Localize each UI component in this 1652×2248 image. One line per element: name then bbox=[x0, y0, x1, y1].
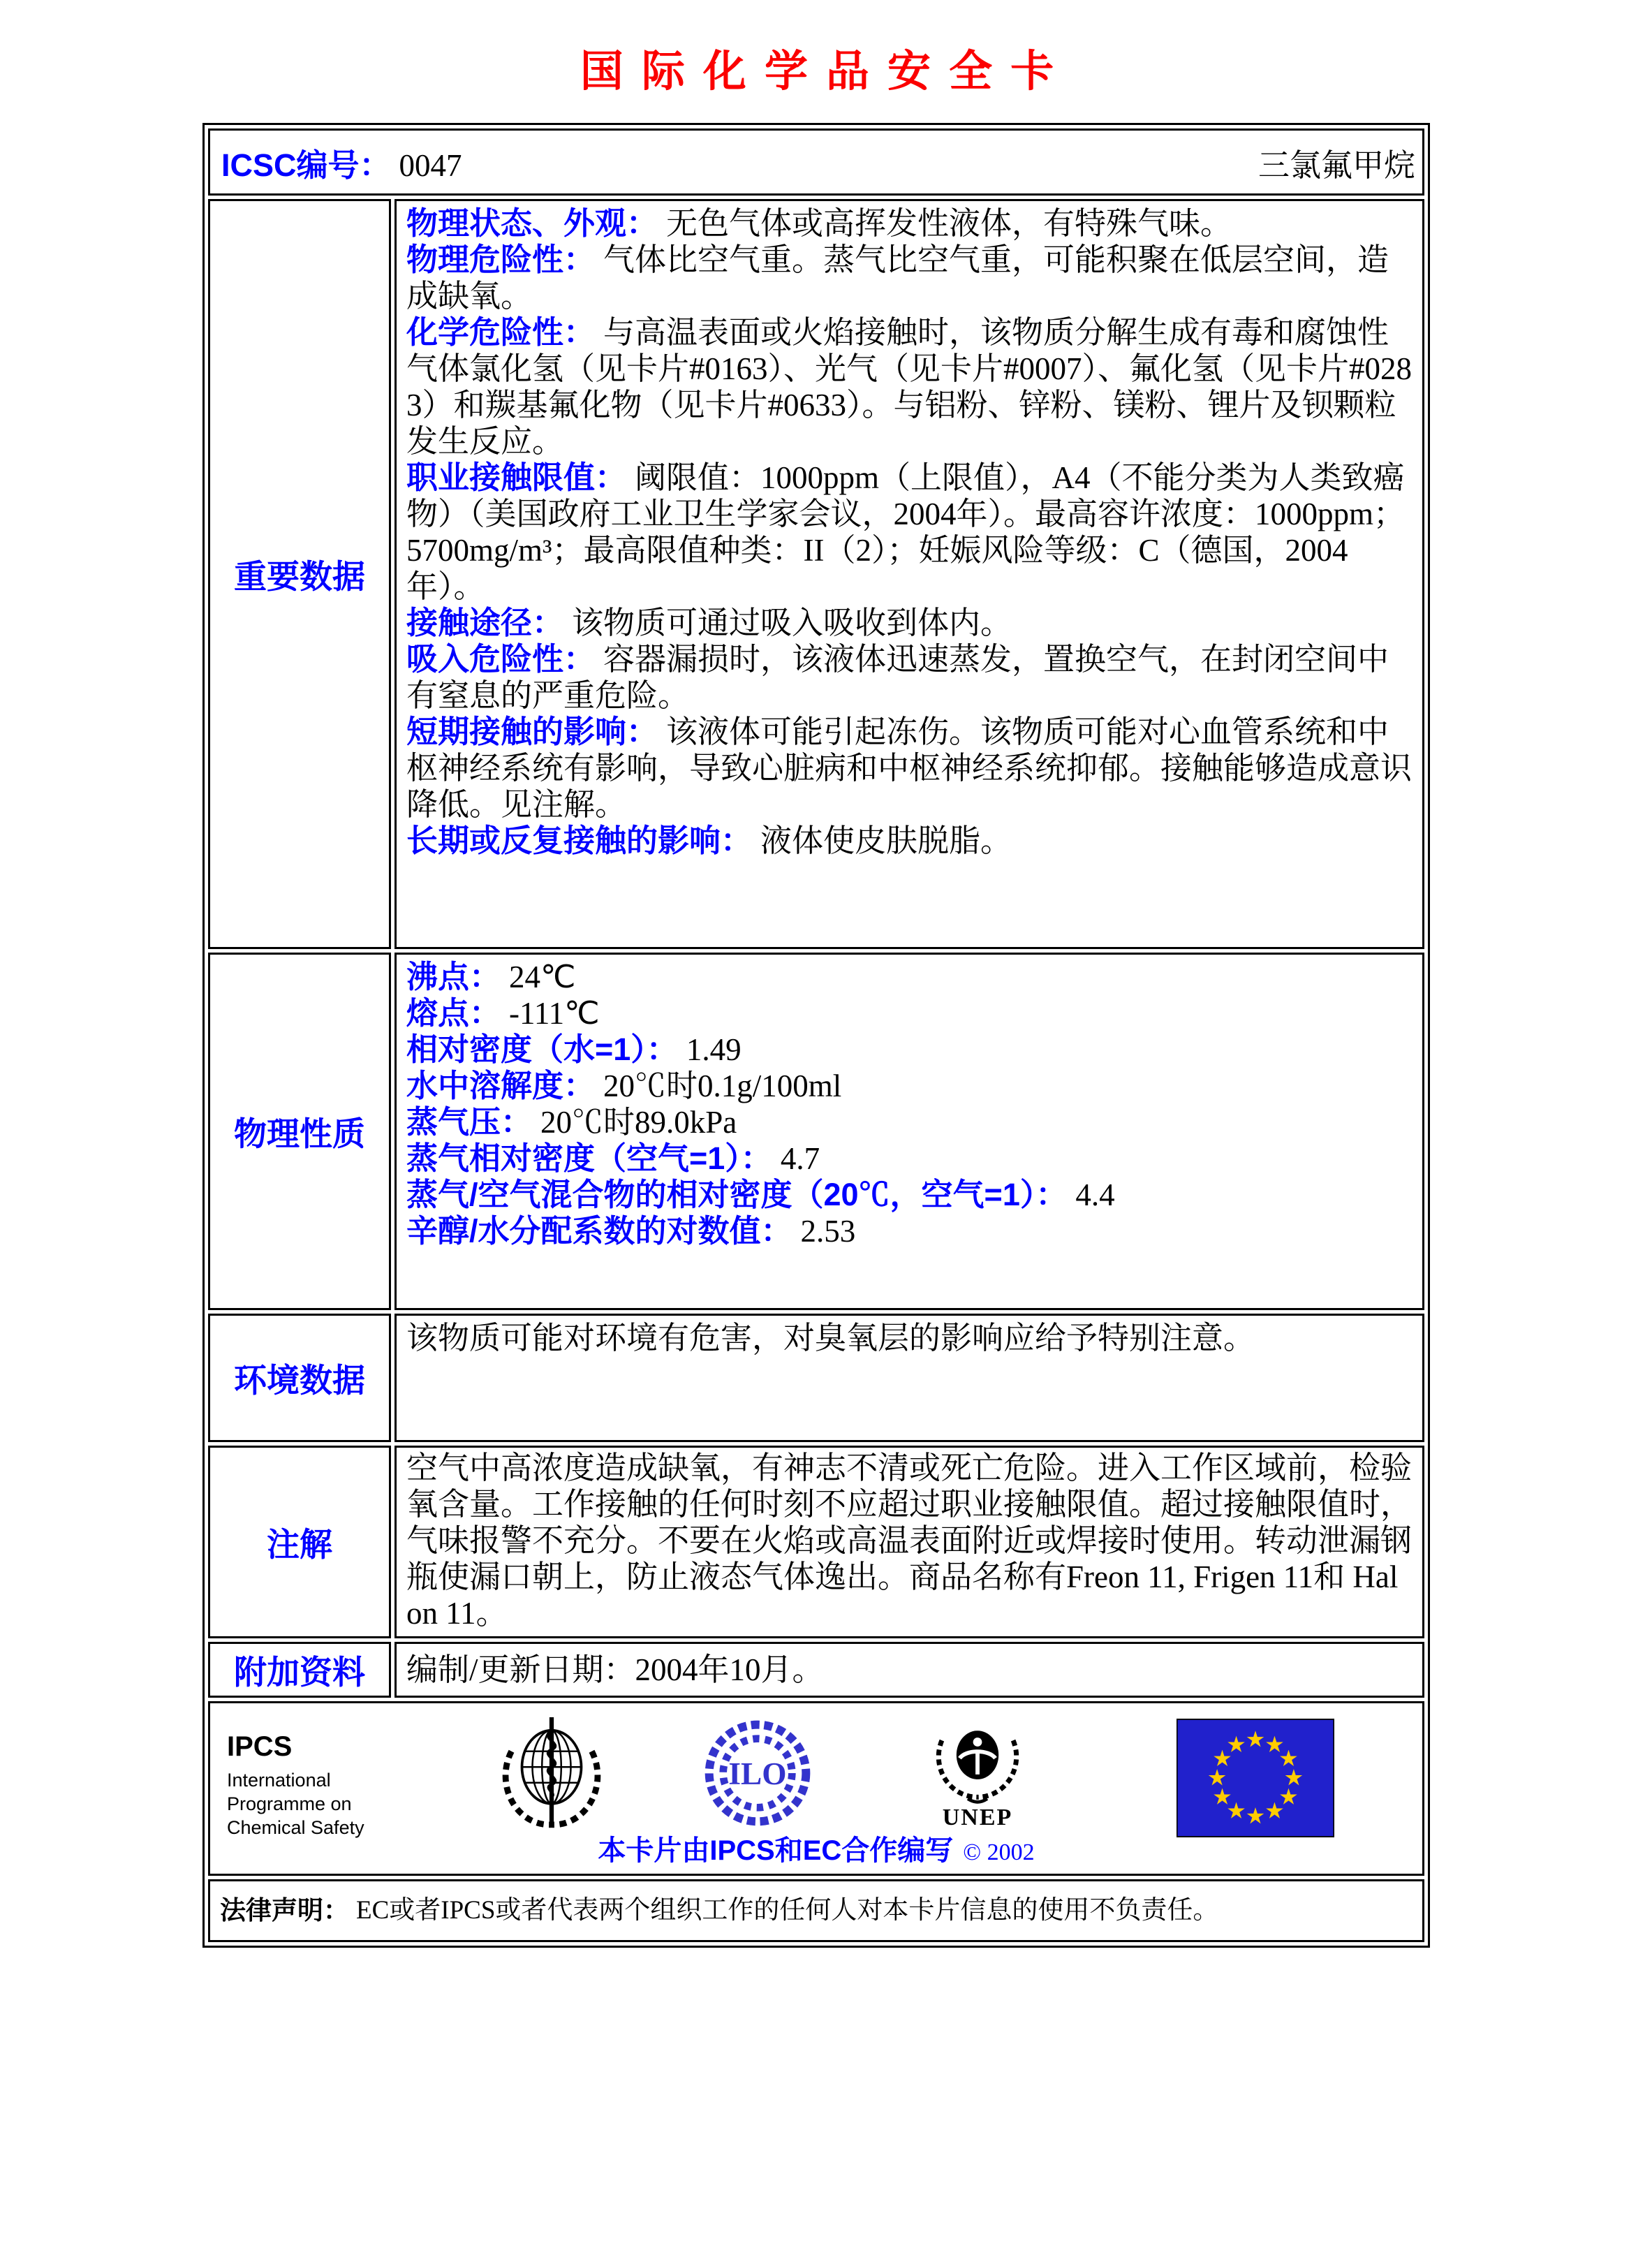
important-data-item bbox=[406, 242, 1413, 314]
important-data-item bbox=[406, 641, 1413, 714]
item-label: 化学危险性： bbox=[406, 314, 596, 350]
legal-text: EC或者IPCS或者代表两个组织工作的任何人对本卡片信息的使用不负责任。 bbox=[356, 1896, 1219, 1925]
item-label: 沸点： bbox=[406, 959, 501, 994]
item-label: 物理状态、外观： bbox=[406, 205, 658, 241]
additional-info-content bbox=[394, 1642, 1424, 1698]
item-label: 水中溶解度： bbox=[406, 1068, 596, 1103]
notes-row-label: 注解 bbox=[208, 1446, 391, 1638]
credit-text: 本卡片由IPCS和EC合作编写 bbox=[598, 1835, 954, 1866]
icsc-number-label: ICSC编号： bbox=[221, 147, 391, 183]
physical-property-item bbox=[406, 1068, 1413, 1104]
item-label: 蒸气/空气混合物的相对密度（20℃，空气=1）： bbox=[406, 1177, 1068, 1212]
item-label: 编制/更新日期： bbox=[406, 1652, 635, 1687]
item-label: 蒸气相对密度（空气=1）： bbox=[406, 1140, 772, 1176]
item-text: -111℃ bbox=[509, 996, 600, 1031]
physical-property-item bbox=[406, 1177, 1413, 1213]
important-data-row-label: 重要数据 bbox=[208, 199, 391, 949]
legal-row bbox=[208, 1879, 1424, 1942]
item-label: 熔点： bbox=[406, 995, 501, 1031]
physical-property-item bbox=[406, 959, 1413, 995]
ipcs-text-block bbox=[227, 1731, 401, 1839]
item-text: 该物质可通过吸入吸收到体内。 bbox=[572, 605, 1012, 640]
ipcs-line: International bbox=[227, 1770, 331, 1791]
item-text: 液体使皮肤脱脂。 bbox=[760, 823, 1012, 858]
legal-label: 法律声明： bbox=[220, 1896, 349, 1925]
item-text: 2.53 bbox=[800, 1214, 856, 1249]
item-label: 职业接触限值： bbox=[406, 460, 627, 495]
item-text: 该液体可能引起冻伤。该物质可能对心血管系统和中枢神经系统有影响，导致心脏病和中枢神经系统抑郁。接触能够造成意识降低。见注解。 bbox=[406, 714, 1413, 822]
unep-logo-icon bbox=[929, 1714, 1026, 1831]
item-label: 物理危险性： bbox=[406, 242, 596, 277]
environmental-data-content bbox=[394, 1314, 1424, 1442]
logos-row bbox=[208, 1701, 1424, 1876]
important-data-content bbox=[394, 199, 1424, 949]
item-label: 辛醇/水分配系数的对数值： bbox=[406, 1213, 792, 1249]
physical-property-item bbox=[406, 995, 1413, 1031]
important-data-item bbox=[406, 314, 1413, 460]
additional-info-row-label: 附加资料 bbox=[208, 1642, 391, 1698]
unep-label: UNEP bbox=[942, 1805, 1013, 1830]
item-label: 长期或反复接触的影响： bbox=[406, 823, 753, 858]
item-text: 24℃ bbox=[509, 960, 576, 994]
physical-property-item bbox=[406, 1213, 1413, 1249]
item-text: 无色气体或高挥发性液体，有特殊气味。 bbox=[666, 206, 1232, 241]
item-text: 20℃时0.1g/100ml bbox=[603, 1068, 842, 1103]
important-data-item bbox=[406, 823, 1413, 859]
environmental-data-row-label: 环境数据 bbox=[208, 1314, 391, 1442]
item-label: 吸入危险性： bbox=[406, 641, 596, 677]
item-text: 与高温表面或火焰接触时，该物质分解生成有毒和腐蚀性气体氯化氢（见卡片#0163）、光气（见卡片#0007）、氟化氢（见卡片#0283）和羰基氟化物（见卡片#0633）。与铝粉、锌粉、镁粉、锂片及钡颗粒发生反应。 bbox=[406, 315, 1413, 459]
important-data-item bbox=[406, 460, 1413, 605]
item-text: 容器漏损时，该液体迅速蒸发，置换空气，在封闭空间中有窒息的严重危险。 bbox=[406, 642, 1389, 713]
important-data-item bbox=[406, 605, 1413, 641]
ilo-logo-icon bbox=[702, 1717, 813, 1832]
page-title: 国际化学品安全卡 bbox=[580, 47, 1072, 96]
icsc-number-value: 0047 bbox=[399, 147, 462, 183]
item-text: 气体比空气重。蒸气比空气重，可能积聚在低层空间，造成缺氧。 bbox=[406, 242, 1389, 314]
physical-property-item bbox=[406, 1031, 1413, 1068]
who-logo-icon bbox=[499, 1714, 604, 1835]
ipcs-line: Programme on bbox=[227, 1793, 352, 1814]
item-text: 20℃时89.0kPa bbox=[540, 1105, 737, 1140]
item-text: 4.4 bbox=[1075, 1177, 1115, 1212]
physical-property-item bbox=[406, 1104, 1413, 1140]
item-text: 阈限值：1000ppm（上限值），A4（不能分类为人类致癌物）（美国政府工业卫生学家会议，2004年）。最高容许浓度：1000ppm；5700mg/m³；最高限值种类：II（2）；妊娠风险等级：C（德国，2004年）。 bbox=[406, 460, 1406, 604]
physical-properties-row-label: 物理性质 bbox=[208, 953, 391, 1310]
credit-year: © 2002 bbox=[963, 1839, 1035, 1865]
important-data-item bbox=[406, 714, 1413, 823]
notes-text: 空气中高浓度造成缺氧，有神志不清或死亡危险。进入工作区域前，检验氧含量。工作接触的任何时刻不应超过职业接触限值。超过接触限值时，气味报警不充分。不要在火焰或高温表面附近或焊接时使用。转动泄漏钢瓶使漏口朝上，防止液态气体逸出。商品名称有Freon 11, Frigen 11和 Halon 11。 bbox=[406, 1450, 1413, 1631]
physical-property-item bbox=[406, 1140, 1413, 1177]
item-text: 2004年10月。 bbox=[635, 1652, 824, 1687]
environmental-data-text: 该物质可能对环境有危害，对臭氧层的影响应给予特别注意。 bbox=[406, 1321, 1255, 1356]
physical-properties-content bbox=[394, 953, 1424, 1310]
item-label: 相对密度（水=1）： bbox=[406, 1031, 678, 1067]
credit-line bbox=[210, 1828, 1422, 1868]
item-label: 接触途径： bbox=[406, 605, 564, 640]
item-text: 1.49 bbox=[686, 1032, 742, 1067]
icsc-number-field bbox=[221, 140, 462, 185]
item-label: 蒸气压： bbox=[406, 1104, 533, 1140]
icsc-card-table bbox=[202, 123, 1430, 1948]
important-data-item bbox=[406, 205, 1413, 242]
ilo-label: ILO bbox=[728, 1756, 787, 1791]
additional-info-item bbox=[406, 1652, 824, 1688]
item-text: 4.7 bbox=[780, 1141, 820, 1176]
ipcs-title: IPCS bbox=[227, 1731, 293, 1762]
eu-flag-icon bbox=[1177, 1719, 1334, 1841]
ipcs-line: Chemical Safety bbox=[227, 1817, 364, 1838]
chemical-name: 三氯氟甲烷 bbox=[1258, 147, 1415, 183]
header-row bbox=[208, 128, 1424, 196]
notes-content bbox=[394, 1446, 1424, 1638]
item-label: 短期接触的影响： bbox=[406, 714, 658, 749]
